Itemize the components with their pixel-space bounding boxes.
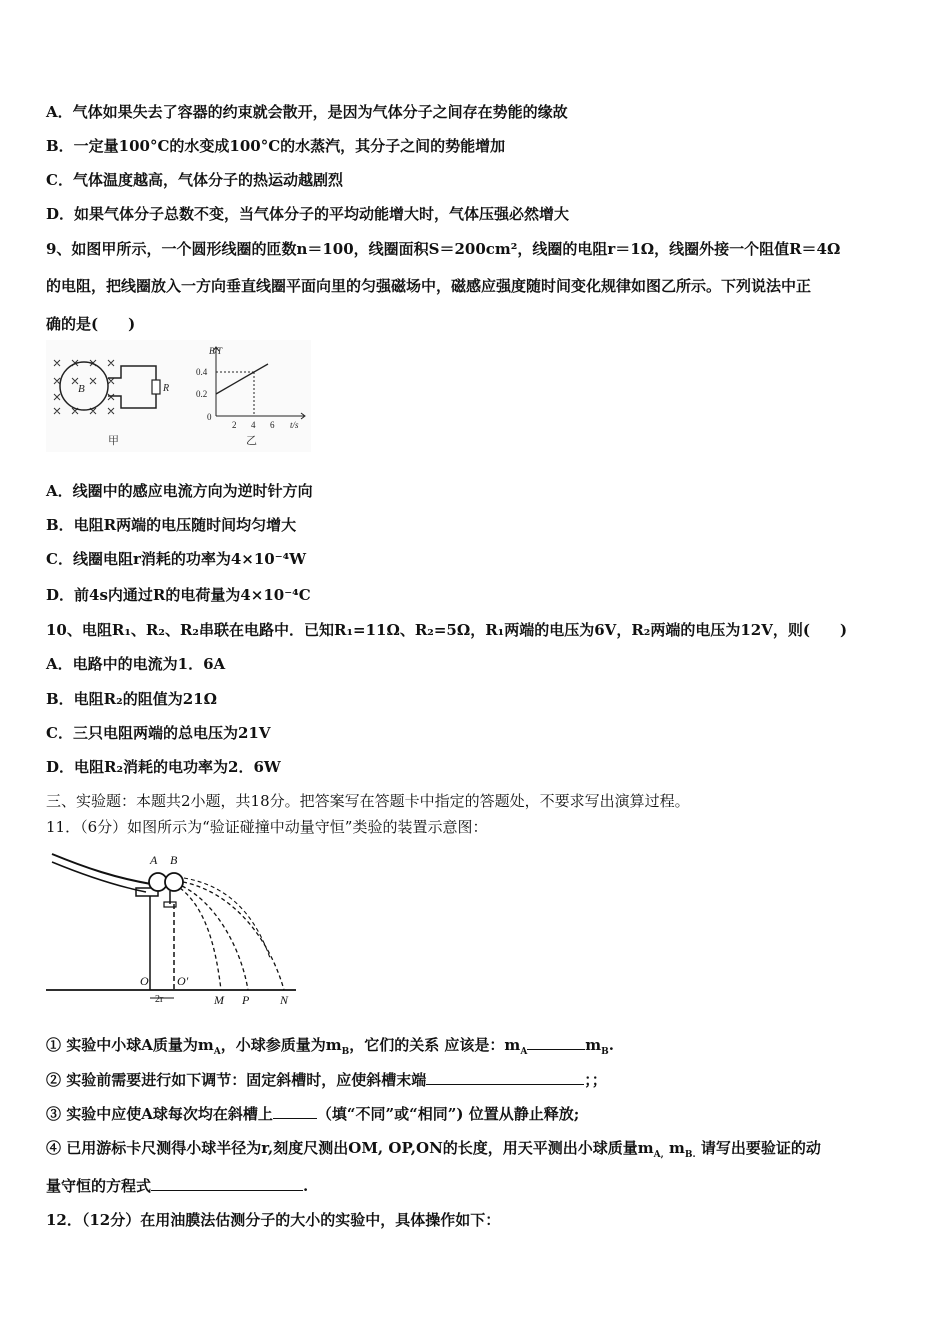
resistor-label: R bbox=[163, 383, 170, 394]
resistor bbox=[152, 380, 160, 394]
q9-figure bbox=[46, 340, 311, 452]
q9-stem-line-2: 的电阻，把线圈放入一方向垂直线圈平面向里的匀强磁场中，磁感应强度随时间变化规律如图乙所示。下列说法中正 bbox=[46, 277, 812, 295]
q9-option-a: A．线圈中的感应电流方向为逆时针方向 bbox=[46, 482, 313, 500]
q10-option-d: D．电阻R₂消耗的电功率为2．6W bbox=[46, 758, 281, 776]
trajectory-p bbox=[182, 886, 248, 990]
q8-option-d: D．如果气体分子总数不变，当气体分子的平均动能增大时，气体压强必然增大 bbox=[46, 205, 570, 223]
q9-option-b: B．电阻R两端的电压随时间均匀增大 bbox=[46, 516, 297, 534]
q10-option-a: A．电路中的电流为1．6A bbox=[46, 655, 226, 673]
answer-blank-2[interactable] bbox=[426, 1070, 584, 1085]
graph-x-tick: 4 bbox=[251, 420, 256, 430]
q12-stem: 12．（12分）在用油膜法估测分子的大小的实验中，具体操作如下： bbox=[46, 1211, 501, 1229]
q10-option-b: B．电阻R₂的阻值为21Ω bbox=[46, 690, 217, 708]
q8-option-c: C．气体温度越高，气体分子的热运动越剧烈 bbox=[46, 171, 343, 189]
fig-label-jia: 甲 bbox=[108, 435, 119, 447]
graph-y-tick: 0.2 bbox=[196, 389, 208, 399]
q11-item-2: ② 实验前需要进行如下调节：固定斜槽时，应使斜槽末端 ；； bbox=[46, 1071, 607, 1089]
label-a: A bbox=[150, 853, 158, 867]
q11-stem: 11．（6分）如图所示为“验证碰撞中动量守恒”类验的装置示意图： bbox=[46, 818, 488, 836]
q11-item-4-line-2: 量守恒的方程式 . bbox=[46, 1177, 309, 1195]
label-n: N bbox=[280, 993, 289, 1007]
coil-b-label: B bbox=[78, 383, 85, 395]
label-m: M bbox=[214, 993, 224, 1007]
graph-x-tick: 6 bbox=[270, 420, 275, 430]
graph-y-tick: 0.4 bbox=[196, 367, 208, 377]
graph-y-label: B/T bbox=[209, 346, 223, 356]
label-p: P bbox=[242, 993, 250, 1007]
label-o: O bbox=[140, 974, 149, 988]
graph-origin: 0 bbox=[207, 412, 212, 422]
trajectory-n bbox=[183, 882, 284, 990]
q10-stem: 10、电阻R₁、R₂、R₂串联在电路中．已知R₁=11Ω、R₂=5Ω，R₁两端的电压为6V，R₂两端的电压为12V，则( ) bbox=[46, 621, 848, 639]
graph-x-tick: 2 bbox=[232, 420, 237, 430]
q9-option-c: C．线圈电阻r消耗的功率为4×10⁻⁴W bbox=[46, 550, 307, 568]
q9-stem-line-1: 9、如图甲所示，一个圆形线圈的匝数n＝100，线圈面积S＝200cm²，线圈的电阻r＝1Ω，线圈外接一个阻值R＝4Ω bbox=[46, 240, 841, 258]
label-2r: 2r bbox=[155, 994, 164, 1005]
q8-option-a: A．气体如果失去了容器的约束就会散开，是因为气体分子之间存在势能的缘故 bbox=[46, 103, 568, 121]
q10-option-c: C．三只电阻两端的总电压为21V bbox=[46, 724, 271, 742]
answer-blank-3[interactable] bbox=[273, 1104, 317, 1119]
graph-x-label: t/s bbox=[290, 420, 299, 430]
fig-label-yi: 乙 bbox=[246, 435, 257, 447]
answer-blank-4[interactable] bbox=[151, 1176, 303, 1191]
section-3-header: 三、实验题：本题共2小题，共18分。把答案写在答题卡中指定的答题处，不要求写出演算过程。 bbox=[46, 792, 690, 810]
label-b: B bbox=[170, 853, 178, 867]
q11-item-1: ① 实验中小球A质量为$m_A$，小球参质量为$m_B$，它们的关系 应该是：$m_A$ $m_B$. bbox=[46, 1036, 615, 1057]
q8-option-b: B．一定量100°C的水变成100°C的水蒸汽，其分子之间的势能增加 bbox=[46, 137, 506, 155]
q11-item-4-line-1: ④ 已用游标卡尺测得小球半径为r,刻度尺测出OM, OP,ON的长度，用天平测出小球质量$m_{A,}$ $m_{B.}$ 请写出要验证的动 bbox=[46, 1139, 821, 1160]
q9-option-d: D．前4s内通过R的电荷量为4×10⁻⁴C bbox=[46, 586, 311, 604]
q9-stem-line-3: 确的是( ) bbox=[46, 315, 136, 333]
q11-item-3: ③ 实验中应使A球每次均在斜槽上 （填“不同”或“相同”) 位置从静止释放; bbox=[46, 1105, 580, 1123]
label-o-prime: O′ bbox=[177, 974, 189, 988]
answer-blank-1[interactable] bbox=[527, 1035, 585, 1050]
q11-figure bbox=[46, 848, 296, 1008]
